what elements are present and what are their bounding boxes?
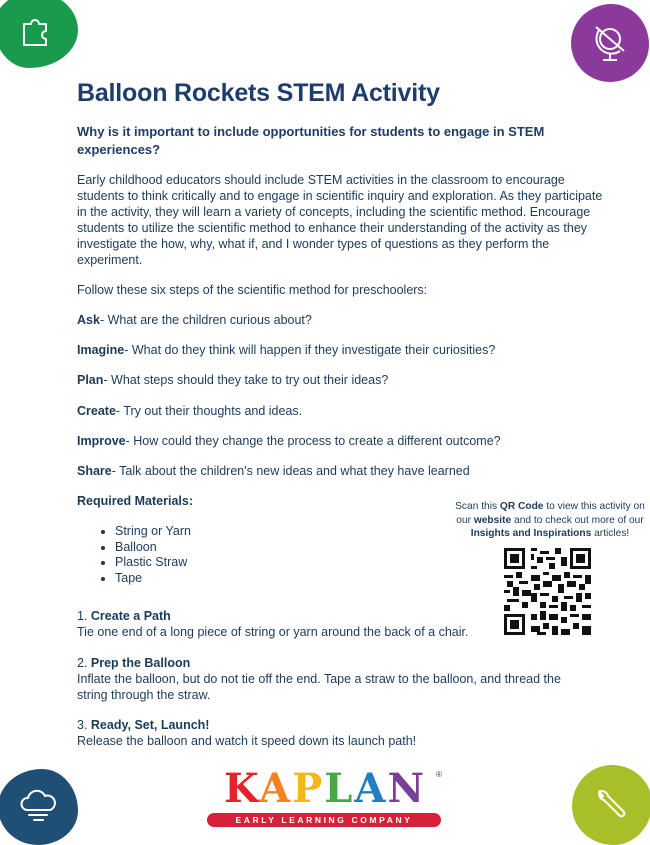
globe-icon (590, 21, 630, 65)
instruction-title: Ready, Set, Launch! (90, 718, 210, 732)
logo-letter: A (259, 765, 293, 812)
instruction-2-text: Inflate the balloon, but do not tie off the end. Tape a straw to the balloon, and thread the string through the straw. (77, 672, 561, 702)
list-item: • Tape (115, 571, 195, 587)
instruction-1-title (77, 608, 171, 624)
logo-letter: P (292, 765, 325, 812)
step-text: - How could they change the process to create a different outcome? (125, 434, 501, 448)
instruction-2-title (77, 655, 190, 671)
step-label: Improve (77, 434, 126, 448)
list-item: • Balloon (115, 540, 195, 556)
puzzle-blob (0, 0, 78, 68)
registered-mark: ® (436, 770, 442, 779)
globe-blob (571, 4, 649, 82)
step-imagine (77, 342, 495, 358)
step-ask (77, 312, 312, 328)
instruction-3-text: Release the balloon and watch it speed down its launch path! (77, 734, 417, 748)
qr-caption-text: to view this activity on our (456, 501, 645, 526)
step-text: - Try out their thoughts and ideas. (115, 404, 303, 418)
logo-letter: A (354, 765, 388, 812)
step-plan (77, 372, 388, 388)
list-item: • String or Yarn (115, 524, 195, 540)
step-improve (77, 433, 501, 449)
page-title: Balloon Rockets STEM Activity (77, 79, 440, 107)
step-label: Create (77, 404, 116, 418)
intro-paragraph: Early childhood educators should include STEM activities in the classroom to encourage students to think critically and to engage in scientific inquiry and exploration. As they participate in the activity, they will learn a variety of concepts, including the scientific method. Encourage students to utilize the scientific method to enhance their understanding of the activity as they investigate the how, why, what if, and I wonder types of questions as they perform the experiment. (77, 173, 603, 267)
instruction-number: 3. (77, 718, 91, 732)
instruction-number: 1. (77, 609, 91, 623)
step-label: Plan (77, 373, 104, 387)
step-text: - Talk about the children's new ideas and what they have learned (111, 464, 470, 478)
qr-caption-bold: website (473, 514, 512, 526)
qr-caption-text: articles! (591, 528, 630, 539)
step-label: Imagine (77, 343, 125, 357)
qr-caption-bold: Insights and Inspirations (470, 528, 592, 539)
logo-tagline: EARLY LEARNING COMPANY (207, 813, 441, 827)
logo-letter: K (223, 765, 260, 812)
instruction-title: Prep the Balloon (90, 656, 191, 670)
kaplan-logo (205, 765, 445, 830)
logo-letter: N (387, 765, 426, 812)
puzzle-icon (19, 13, 53, 47)
cloud-blob (0, 769, 78, 845)
materials-heading: Required Materials: (77, 494, 194, 508)
step-create (77, 403, 302, 419)
question-heading: Why is it important to include opportunities for students to engage in STEM experiences? (77, 124, 545, 157)
instruction-number: 2. (77, 656, 91, 670)
step-text: - What steps should they take to try out their ideas? (103, 373, 389, 387)
logo-letter: L (324, 765, 355, 812)
qr-caption-bold: QR Code (499, 501, 544, 512)
step-text: - What are the children curious about? (99, 313, 312, 327)
step-label: Ask (77, 313, 100, 327)
step-label: Share (77, 464, 112, 478)
qr-code[interactable] (504, 548, 591, 635)
qr-caption-text: and to check out more of our (511, 514, 644, 526)
step-text: - What do they think will happen if they investigate their curiosities? (124, 343, 496, 357)
cloud-icon (17, 788, 59, 826)
list-item: • Plastic Straw (115, 555, 195, 571)
steps-intro: Follow these six steps of the scientific method for preschoolers: (77, 283, 428, 297)
instruction-title: Create a Path (90, 609, 171, 623)
step-share (77, 463, 470, 479)
qr-caption-text: Scan this (455, 501, 500, 512)
instruction-3-title (77, 717, 209, 733)
qr-caption (455, 500, 645, 541)
logo-wordmark (205, 765, 445, 812)
wrench-icon (592, 785, 632, 825)
instruction-1-text: Tie one end of a long piece of string or yarn around the back of a chair. (77, 625, 469, 639)
materials-list (85, 524, 195, 586)
wrench-blob (572, 765, 650, 845)
